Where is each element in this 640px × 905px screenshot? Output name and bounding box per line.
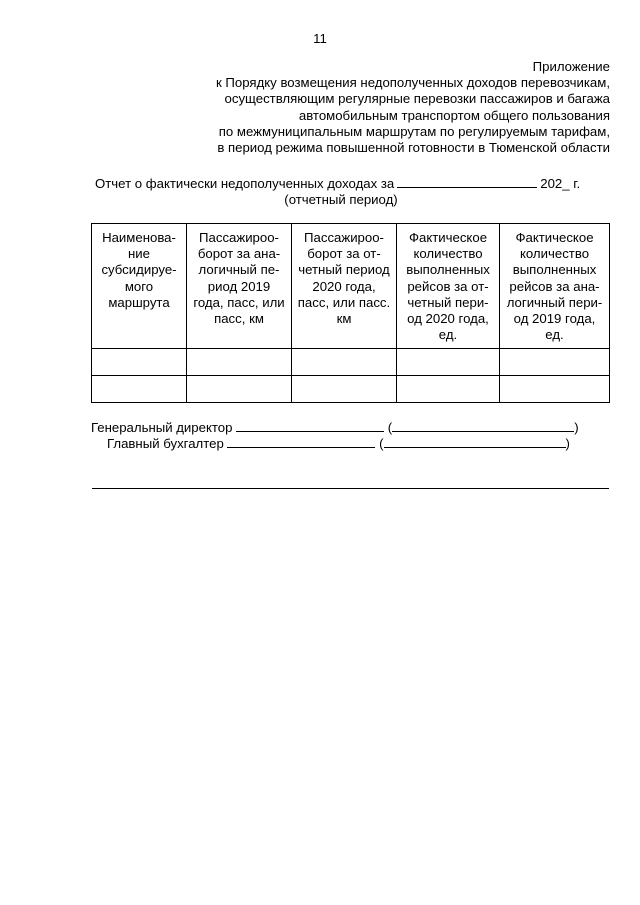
accountant-label: Главный бухгалтер (107, 436, 224, 451)
report-title-suffix: 202_ г. (540, 176, 581, 191)
appendix-line: Приложение (532, 59, 610, 74)
table-cell[interactable] (397, 349, 500, 376)
page-number: 11 (313, 31, 327, 46)
appendix-line: в период режима повышенной готовности в Тюменской области (217, 140, 610, 156)
table-cell[interactable] (500, 376, 610, 403)
appendix-line: автомобильным транспортом общего пользования (298, 107, 610, 123)
director-label: Генеральный директор (91, 420, 233, 435)
director-signature-row: Генеральный директор ( ) (91, 420, 579, 435)
accountant-signature-row: Главный бухгалтер ( ) (107, 436, 570, 451)
signature-block (91, 420, 579, 452)
report-title (95, 176, 580, 192)
table-cell[interactable] (292, 349, 397, 376)
table-cell[interactable] (187, 349, 292, 376)
header-route-name: Наименова- ние субсидируе- мого маршрута (92, 224, 187, 349)
accountant-name-line[interactable] (384, 436, 566, 448)
table-cell[interactable] (397, 376, 500, 403)
header-trips-2019: Фактическое количество выполненных рейсов за ана- логичный пери- од 2019 года, ед. (500, 224, 610, 349)
table-row (92, 349, 610, 376)
director-signature-line[interactable] (236, 420, 384, 432)
table-cell[interactable] (500, 349, 610, 376)
period-blank (397, 176, 537, 188)
period-note: (отчетный период) (284, 192, 398, 207)
report-title-prefix: Отчет о фактически недополученных доходах за (95, 176, 395, 191)
footer-rule (92, 488, 609, 489)
appendix-header (70, 59, 610, 156)
table-header-row (92, 224, 610, 349)
header-trips-2020: Фактическое количество выполненных рейсов за от- четный пери- од 2020 года, ед. (397, 224, 500, 349)
appendix-line: осуществляющим регулярные перевозки пассажиров и багажа (224, 91, 610, 107)
appendix-line: к Порядку возмещения недополученных доходов перевозчикам, (216, 75, 610, 91)
header-passenger-turnover-2020: Пассажироо- борот за от- четный период 2020 года, пасс, или пасс. км (292, 224, 397, 349)
table-cell[interactable] (92, 349, 187, 376)
header-passenger-turnover-2019: Пассажироо- борот за ана- логичный пе- риод 2019 года, пасс, или пасс, км (187, 224, 292, 349)
appendix-line: по межмуниципальным маршрутам по регулируемым тарифам, (218, 123, 610, 139)
table-row (92, 376, 610, 403)
table-cell[interactable] (92, 376, 187, 403)
report-table (91, 223, 610, 403)
accountant-signature-line[interactable] (227, 436, 375, 448)
table-cell[interactable] (292, 376, 397, 403)
director-name-line[interactable] (392, 420, 574, 432)
table-cell[interactable] (187, 376, 292, 403)
